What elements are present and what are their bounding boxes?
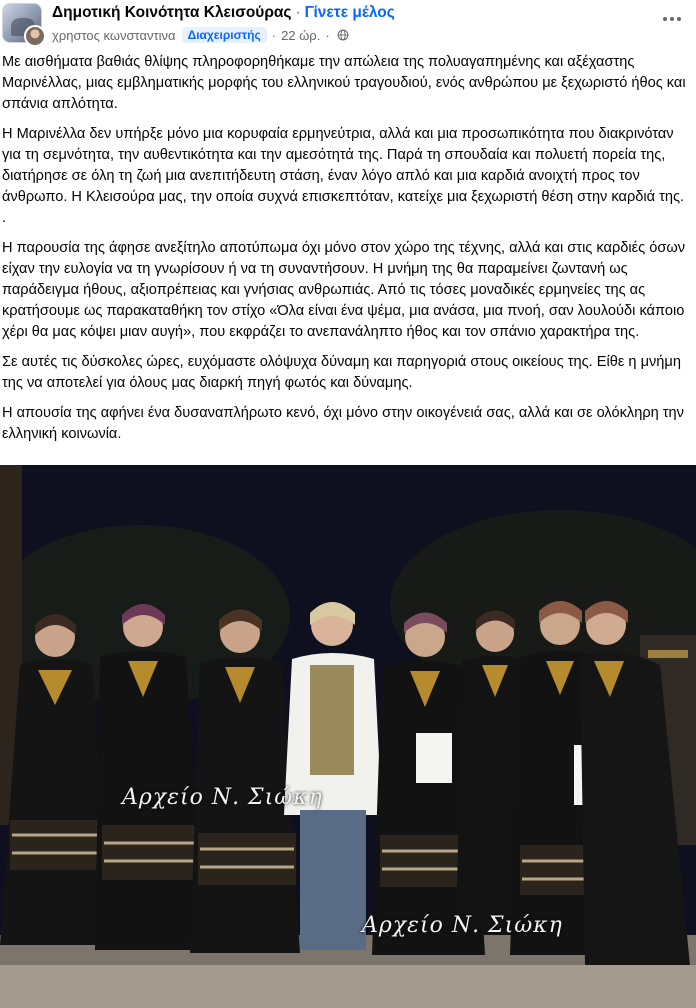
- meta-separator-2: ·: [325, 27, 330, 43]
- group-name-link[interactable]: Δημοτική Κοινότητα Κλεισούρας: [52, 4, 292, 21]
- post-header: [0, 0, 696, 52]
- post-paragraph: Η απουσία της αφήνει ένα δυσαναπλήρωτο κενό, όχι μόνο στην οικογένειά σας, αλλά και σε ολόκληρη την ελληνική κοινωνία.: [2, 405, 684, 442]
- photo-watermark: Αρχείο Ν. Σιώκη: [362, 913, 563, 938]
- post-meta-line: [52, 27, 349, 43]
- post-body: [0, 52, 696, 454]
- more-options-icon[interactable]: [656, 8, 688, 30]
- photo-illustration: [0, 465, 696, 1008]
- admin-role-badge: Διαχειριστής: [182, 27, 267, 43]
- group-avatar-wrapper[interactable]: [2, 3, 42, 43]
- separator-dot: ·: [295, 4, 301, 21]
- more-dot: [677, 17, 681, 21]
- post-paragraph: Με αισθήματα βαθιάς θλίψης πληροφορηθήκαμε την απώλεια της πολυαγαπημένης και αξέχαστης Μαρινέλλας, μιας εμβληματικής μορφής του ελληνικού τραγουδιού, ενός ανθρώπου με ξεχωριστό ήθος και σπάνια απλότητα.: [2, 54, 686, 112]
- author-avatar[interactable]: [24, 25, 46, 47]
- post-timestamp-link[interactable]: 22 ώρ.: [281, 27, 321, 43]
- post-photo[interactable]: [0, 465, 696, 1008]
- author-name-link[interactable]: χρηστος κωνσταντινα: [52, 27, 176, 43]
- photo-watermark: Αρχείο Ν. Σιώκη: [122, 785, 323, 810]
- join-group-link[interactable]: Γίνετε μέλος: [304, 4, 395, 21]
- post-paragraph: Η παρουσία της άφησε ανεξίτηλο αποτύπωμα όχι μόνο στον χώρο της τέχνης, αλλά και στις καρδιές όσων είχαν την ευλογία να τη γνωρίσουν ή να τη συναντήσουν. Η μνήμη της θα παραμείνει ζωντανή ως παράδειγμα ήθους, αξιοπρέπειας και γνήσιας ανθρωπιάς. Από τις τόσες μοναδικές ερμηνείες της ας κρατήσουμε ως παρακαταθήκη τον στίχο «Όλα είναι ένα ψέμα, μια ανάσα, μια πνοή, σαν λουλούδι κάποιο χέρι θα μας κόψει μιαν αυγή», που εκφράζει το ανεπανάληπτο ήθος και τον σπάνιο χαρακτήρα της.: [2, 240, 686, 340]
- group-title-line: [52, 4, 395, 22]
- more-dot: [663, 17, 667, 21]
- post-paragraph: Σε αυτές τις δύσκολες ώρες, ευχόμαστε ολόψυχα δύναμη και παρηγοριά στους οικείους της. Είθε η μνήμη της να αποτελεί για όλους μας διαρκή πηγή φωτός και δύναμης.: [2, 354, 681, 391]
- meta-separator: ·: [271, 27, 277, 43]
- post-paragraph: Η Μαρινέλλα δεν υπήρξε μόνο μια κορυφαία ερμηνεύτρια, αλλά και μια προσωπικότητα που διακρινόταν για τη σεμνότητα, την αυθεντικότητα και την αμεσότητά της. Παρά τη σπουδαία και πολυετή πορεία της, διατήρησε σε όλη τη ζωή μια ανεπιτήδευτη στάση, έναν λόγο απλό και μια καρδιά ανοιχτή προς τον άνθρωπο. Η Κλεισούρα μας, την οποία συχνά επισκεπτόταν, κατείχε μια ξεχωριστή θέση στην καρδιά της. .: [2, 126, 685, 226]
- more-dot: [670, 17, 674, 21]
- globe-icon[interactable]: [337, 29, 349, 41]
